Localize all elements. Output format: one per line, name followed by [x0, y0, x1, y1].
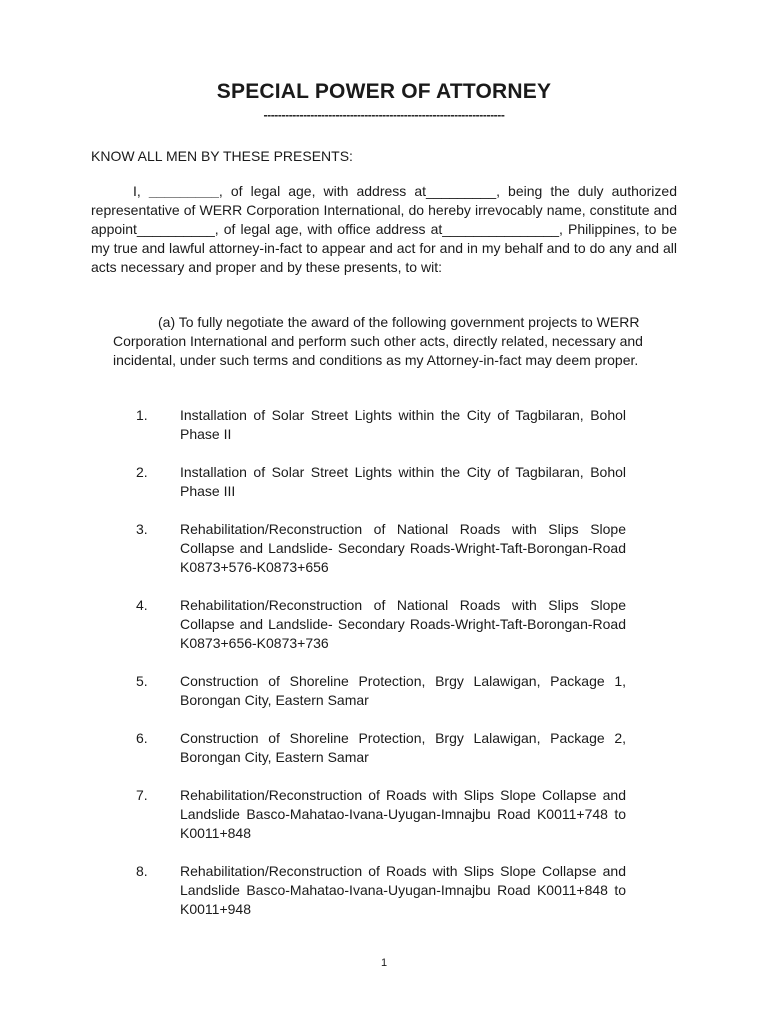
list-item-number: 7.: [136, 787, 148, 803]
list-item: [0, 596, 768, 672]
list-item-text: Installation of Solar Street Lights within the City of Tagbilaran, Bohol Phase II: [180, 407, 626, 442]
page-number: 1: [380, 957, 388, 969]
intro-text-rest: , of legal age, with address at_________, being the duly authorized representative of WERR Corporation International, do hereby irrevocably name, constitute and appoint__________, of legal age, with office address at_______________, Philippines, to be my true and lawful attorney-in-fact to appear and act for and in my behalf and to do any and all acts necessary and proper and by these presents, to wit:: [91, 183, 677, 275]
list-item-number: 2.: [136, 464, 148, 480]
list-item-text: Rehabilitation/Reconstruction of National Roads with Slips Slope Collapse and Landslide- Secondary Roads-Wright-Taft-Borongan-Road K0873+576-K0873+656: [180, 521, 626, 575]
list-item-number: 6.: [136, 730, 148, 746]
principal-name-blank: _________: [148, 183, 219, 199]
list-item-text: Rehabilitation/Reconstruction of National Roads with Slips Slope Collapse and Landslide- Secondary Roads-Wright-Taft-Borongan-Road K0873+656-K0873+736: [180, 597, 626, 651]
list-item-text: Rehabilitation/Reconstruction of Roads with Slips Slope Collapse and Landslide Basco-Mahatao-Ivana-Uyugan-Imnajbu Road K0011+848 to K0011+948: [180, 863, 626, 917]
clause-a-paragraph: (a) To fully negotiate the award of the following government projects to WERR Corporation International and perform such other acts, directly related, necessary and incidental, under such terms and conditions as my Attorney-in-fact may deem proper.: [113, 314, 643, 368]
list-item: [0, 862, 768, 938]
list-item-text: Construction of Shoreline Protection, Brgy Lalawigan, Package 2, Borongan City, Eastern Samar: [180, 730, 626, 765]
list-item-number: 4.: [136, 597, 148, 613]
title-divider: -------------------------------------------------------------------: [263, 108, 505, 122]
document-title: SPECIAL POWER OF ATTORNEY: [216, 80, 552, 103]
list-item-text: Rehabilitation/Reconstruction of Roads with Slips Slope Collapse and Landslide Basco-Mahatao-Ivana-Uyugan-Imnajbu Road K0011+748 to K0011+848: [180, 787, 626, 841]
list-item-number: 1.: [136, 407, 148, 423]
preamble-heading: KNOW ALL MEN BY THESE PRESENTS:: [91, 148, 353, 164]
list-item: [0, 786, 768, 862]
list-item-text: Installation of Solar Street Lights within the City of Tagbilaran, Bohol Phase III: [180, 464, 626, 499]
list-item-number: 8.: [136, 863, 148, 879]
list-item: [0, 520, 768, 596]
project-list: [0, 406, 768, 938]
list-item: [0, 463, 768, 520]
intro-paragraph: [91, 182, 677, 277]
list-item-text: Construction of Shoreline Protection, Brgy Lalawigan, Package 1, Borongan City, Eastern Samar: [180, 673, 626, 708]
list-item-number: 5.: [136, 673, 148, 689]
list-item: [0, 406, 768, 463]
list-item: [0, 729, 768, 786]
list-item: [0, 672, 768, 729]
list-item-number: 3.: [136, 521, 148, 537]
intro-text-start: I,: [133, 183, 149, 199]
